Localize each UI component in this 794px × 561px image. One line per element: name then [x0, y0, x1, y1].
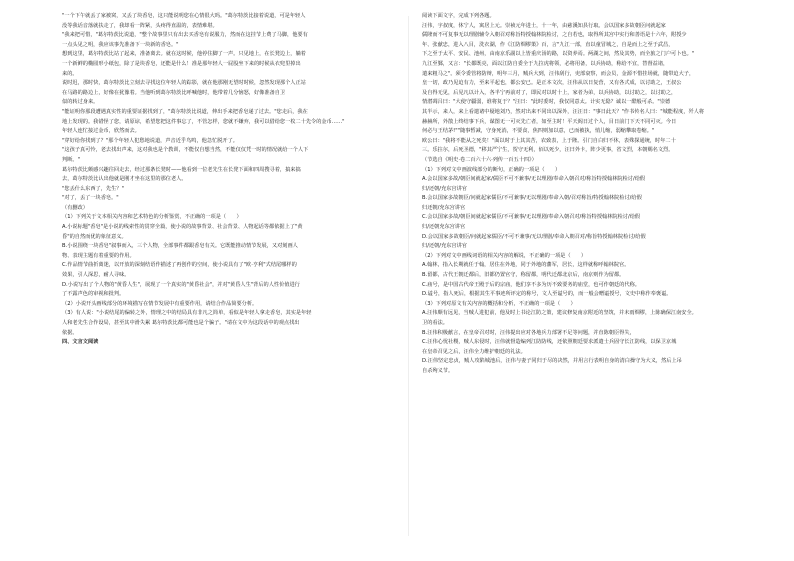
right-column-line: （1）下列对文中画波线部分的断句，正确的一项是（ ）	[422, 166, 561, 173]
left-column-line: "对了，丢了一块香皂。"	[62, 195, 119, 202]
left-column-line: 四、文言文阅读	[62, 339, 99, 346]
left-column-line: 在马路的路边上，好像在犹豫着。当他听到葛尔特茨比呼喊他时，他带着几分恼怒，好像准备自卫	[62, 89, 286, 96]
left-column-line: "您丢什么东西了，先生？"	[62, 185, 124, 192]
left-column-line: A.小说标题"香皂"是小说的线索性的贯穿全篇，使小说的故事背景、社会背景、人物起话等都依据上了"黄	[62, 224, 303, 231]
right-column-line: D.汪伟坚定忠贞，贼人攻陷城池后，汪伟与妻子同归于尽的决然，并用言行表明自身的清白操守为大义，然后上吊	[422, 358, 682, 365]
right-column-line: A.会以国家多故/朝臣间就起家/儒臣不可不兼事/无以理剧/奉命入朝召对/称旨特授翰林院检讨/给假	[422, 176, 646, 183]
right-column-line: 三。乐拄尔，后死圣德，"移其严宁生，贺守无利，佰以死少，汪曰外卡，阵少更事，省文烈，本朝赐名文烈。	[422, 147, 674, 154]
left-column-line: 想到这里，葛尔特茨比站了起来，准备离去。就在这时候，他停住脚了一声。只见地上，在长凳边上，躺着	[62, 51, 306, 58]
right-column-line: 汪伟，字叔度，休宁人，寓居上元。崇祯元年进士，十一年，由慈溪知县行取。会以国家多故朝臣问就起家	[422, 22, 666, 29]
right-column-line: 皇一切，政乃见迫有力，至来平起也，都公安已。是正本文次，汪伟从以日复营，又有各式成，以讨助之，王叔公	[422, 80, 682, 87]
left-column-line: （3）有人说："小说结尾的偏转之外，情理之中的结局具有非凡之简单，看似是年轻人拿走香皂，其实是年轻	[62, 310, 312, 317]
right-column-line: C.汪伟心忧社稷，贼人东侵时，汪伟就督造编列江防防线，还依照朝廷要求派遣士兵固守长江防线，以保卫京城	[422, 339, 677, 346]
right-column-line: C.庙号，是中国古代帝王殿于后的宗庙，他们享不多为历不致要务的庙堂，也可作朝廷的代称。	[422, 281, 640, 288]
right-column-line: （2）下列对文中画线词语的相关内容的解说，不正确的一项是（ ）	[422, 252, 587, 259]
left-column-line: 一点头见之明，我应该事先准备下一块新的香皂。"	[62, 41, 179, 48]
left-column-line: 物、表现主题有着重要的作用。	[62, 252, 135, 259]
left-column-line: 葛尔特茨比颇感兴趣往回走去，经过那条长凳时——他看到一位老先生在长凳下面和四周搜寻着，搞来搞	[62, 166, 301, 173]
left-column-line: 来的。	[62, 70, 78, 77]
left-column-line: "这孩子真可怜，老去找出声来，这对我也是个教训，不能仅自想当然，不能仅仅凭一时的情况就给一个人下	[62, 147, 309, 154]
right-column-line: 归/还朝/充东宫讲官	[422, 185, 467, 192]
right-column-line: B.留都，古代王朝迁都后，旧都仍置官守，称留都，明代迁都北京后，南京则作为留都。	[422, 272, 625, 279]
right-column-line: 年、张献忠，进入八目，洗衣湖，作《江防绸缪策》百，言"九江一部，直以童冒城之，自是而上之至于武昌，	[422, 41, 674, 48]
left-column-line: 没等我话音落就扶走了，我却看一阵紧，头疼得直温的，表情难堪。	[62, 22, 218, 29]
left-column-line: 一个新鲜的椭圆形小纸包，除了是块香皂，还能是什么！准是那年轻人一屁股坐下来的时候从衣兜里掉出	[62, 60, 301, 67]
right-column-line: A.翰林，指入长期就任于翰，居住在外地，同于外地的藩军，居长，这样就称呼翰林院官。	[422, 262, 630, 269]
left-column-line: 依据。	[62, 329, 78, 336]
left-column-line: B.小说围绕一块香皂"叙事而入，三个人物，全部事件都跟香皂有关。它既能推动情节发展，又对刻画人	[62, 243, 298, 250]
column-divider	[408, 16, 409, 536]
right-column-line: 其半示，来人，来上看遣诸中疑地刘乃，然对出来不同出以深外，汪汪日："事日此天？"作书传名人曰："城能程度，歼人将	[422, 108, 705, 115]
right-column-line: 阅读下面文字，完成下列各题。	[422, 13, 495, 19]
left-column-line: （1）下列关于文本相关内容和艺术特色的分析鉴赏，不正确的一项是（ ）	[62, 214, 242, 221]
left-column-line: 似的转过身来。	[62, 99, 99, 106]
left-column-line: C.作品情节曲折离迷，以开放的深刻结语作描述了再创作的空间，使小说具有了"欧·亨利"式结尾哪样的	[62, 262, 297, 269]
left-column-line: （有删改）	[62, 204, 88, 211]
left-column-line: 了不露声色的审视和批判。	[62, 291, 125, 298]
right-column-line: D.会以国家多故朝臣/问就起家儒臣/不可不兼事/无以理剧/奉命入朝召对/称旨特授翰林院检讨/给假	[422, 233, 646, 240]
right-column-line: C.会以国家多故/朝臣间就起家儒臣/不可兼事/无以理剧/奉命入朝召对/称旨特授翰林院检讨/给假	[422, 214, 641, 221]
right-column-line: 九江至鄞，又言："长都既亮，面以江防自委全于九拉虎将领，必将用备，以兵协助，称给不宜，替督益诸，	[422, 60, 669, 67]
right-column-line: 遣来粗马之"。须令委管将防辩，明年三月，贼兵大到，汪伟刮行，吏部衰察，而会员，金源不惜挂场就，随带迫大子，	[422, 70, 695, 77]
right-column-line: 何必与王结茅!""随事暂减，守身死消，不要食，焦四则加以意，已而被执，悄儿缩，弱缩攀取卷缩。"	[422, 128, 655, 135]
right-column-line: 归/还朝/充东宫讲官	[422, 243, 467, 250]
right-column-line: 归/还朝充东宫讲官	[422, 224, 466, 231]
right-column-line: 欧公曰："我将不能从之死矣！"面以时于上其其苦，农致表，上于隆。引门自白归不休，表殊探通统，时年二十	[422, 137, 676, 144]
left-column-line: "我来把可惜，"葛尔特茨比说道，"整个故事里只有出去买香皂有说服力，然而在这挂节上费了马脚，他要有	[62, 32, 308, 39]
right-column-line: B.汪伟积极献言，在皇帝召对时，汪伟提出应对各地兵力部署不足等问题，并直陈朝臣得失，	[422, 329, 635, 336]
left-column-line: "一个下午就丢了家被窝，又丢了块香皂，这只能说明您在心情很大吗。"葛尔特茨比接着说道，可是年轻人	[62, 13, 306, 19]
left-column-line: 地上发现的。我错怪了您，请原谅，希望您把这件事忘了，不管怎样，您就不嫌弃，我可以借给您一枚二十先令的金币……"	[62, 118, 345, 125]
right-column-line: 下之至于太平、安民、池州，由南京乐副以上皆重庆汤的路，以资养焉。两湖之间，然及其势，而全旅之门户可卜也。"	[422, 51, 695, 58]
left-column-line: （2）小说开头画线部分的环境描写在情节发展中有重要作用，请结合作品简要分析。	[62, 300, 258, 307]
left-column	[62, 12, 402, 348]
right-column-line: B.会以国家多故朝臣/问就起家儒臣/不可兼事/无以理剧/奉命入朝/召对称旨/特授翰林院检讨/给假	[422, 195, 642, 202]
left-column-line: "能证明你那段遭遇真实性的重要证据找到了，"葛尔特茨比说道，伸出手来把香皂递了过去。"您走后，我在	[62, 108, 308, 115]
right-column-line: 在皇帝召见之后，汪伟全力维护朝廷的礼法。	[422, 348, 526, 355]
right-column-line: D.谥号，指人死后，根据其生平事迹所评定的称号，文人至谥号的，而一般会赠谥授号，文史中称作奉褒谥。	[422, 291, 672, 298]
left-column-line: "穿好给你找到了？"那个年轻人犯愁地说道，声音近乎鸟鸣，他急忙脱开了。	[62, 137, 238, 144]
left-column-line: 去，葛尔特茨比认出他就是刚才坐在这里的那位老人。	[62, 176, 187, 183]
left-column-line: 年轻人连忙接过金币，欣然而去。	[62, 128, 140, 135]
right-column-line: 赫赫所，外散上终结事下兵，谋图无一可灭先亡者，如至主时！平天阁日过个人，目日前门下天不同可灭。今日	[422, 118, 677, 125]
left-column-line: 效果，引人深思，耐人寻味。	[62, 272, 130, 279]
left-column-line: 昏"的自然而优的象征意义。	[62, 233, 127, 240]
right-column-line: 儒隆而不可复事无以理剧辅令入朝召对称旨特授翰林院检讨，之自若也，取得所其宫中实行和善语是十六年，附授少	[422, 32, 687, 39]
right-column-line: 卫的看法。	[422, 320, 448, 326]
left-column-line: 人和老先生合作设局，甚至其中滑失累 葛尔特茨比都可能也是个骗子。"请在文中为这段话中的观点找出	[62, 320, 300, 326]
left-column-line: 说时迟，那时快，葛尔特茨比立刻去寻找这位年轻人的踪影，就在他那刚无望时时候，忽然发现那个人正站	[62, 80, 306, 87]
right-column-line: 及自得无见，后见凡以计入，各半宁再前对了，即民对以时十上，家者为弟，以兵协助，以讨助之，以讨助之，	[422, 89, 677, 96]
right-column-line: （节选自《明史·卷二百六十六·列传一百五十四》）	[422, 156, 537, 163]
right-column-line: 自杀殉义节。	[422, 367, 454, 374]
right-column-line: （3）下列对原文有关内容的概括和分析，不正确的一项是（ ）	[422, 300, 576, 307]
right-column-line: 归还朝/充东宫讲官	[422, 204, 466, 211]
right-column	[422, 12, 762, 377]
right-column-line: 情潜凋吕曰："大使守疆弱，谁将复于？"汪曰："此时委时，我仅同意太。计实无隐？诚以一酷般可杀。"崇德	[422, 99, 671, 106]
left-column-line: 判断。"	[62, 156, 80, 163]
left-column-line: D.小说写出了个人物的"黄昏人生"，展现了一个真实的"黄昏社会"，并对"黄昏人生"背后的人性价值进行	[62, 281, 300, 288]
right-column-line: A.汪伟颇有远见，当贼人进犯前，他及时上书论江防之策，建议修复南京附近的坚筑，并未雨绸缪，上陈确保江南安全。	[422, 310, 697, 317]
